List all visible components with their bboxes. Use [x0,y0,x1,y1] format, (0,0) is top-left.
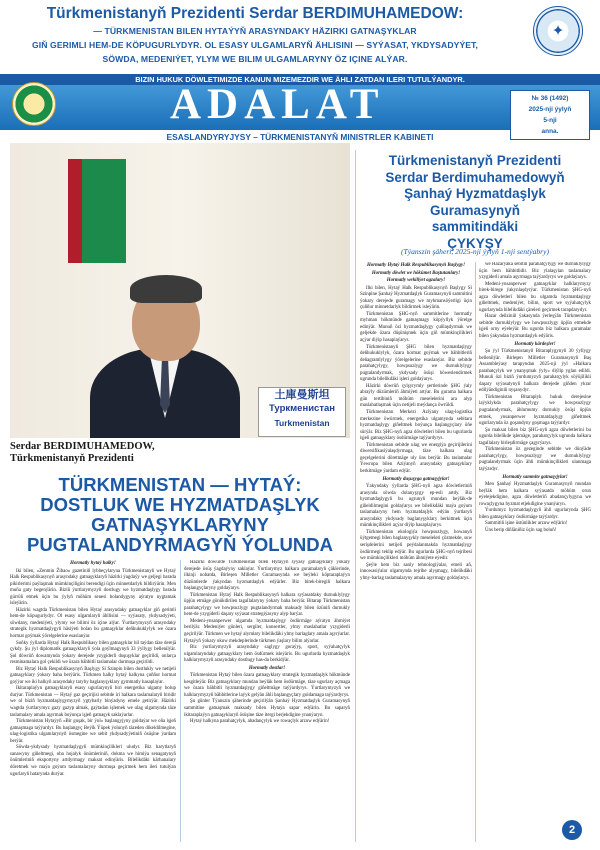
speech-greeting: Hormatly döwlet we hökümet Baştutanlary! [371,270,461,276]
column-2-subhead: Hormatly dostlar! [248,665,286,671]
main-headline-line-4: PUGTALANDYRMAGYŇ ÝOLUNDA [27,534,333,555]
issue-day: 5-nji [543,117,557,124]
speech-headline-line-5: ÇYKYŞY [447,235,503,251]
column-1-greeting: Hormatly hytaý halky! [70,561,116,566]
speech-paragraph: Sammitiň işine üstünlikler arzuw edýärin! [485,521,568,527]
caption-name: Serdar BERDIMUHAMEDOW, [10,441,155,452]
issue-weekday: anna. [541,128,559,135]
column-divider [475,262,476,842]
column-1-paragraph: Türkmenistan Hytaýyň «Bir guşak, bir ýol» başlangyjyny goldaýar we oňa işjeň gatnaşmaga taýýardyr. Bu başlangyç Beýik Ýüpek ýolunyň täzeden dikeldilmegine, ulag-logistika ulgamlarynyň ösmegine we sebit ykdysadyýetiniň ösüşine ýardam berýär. [10,719,176,744]
speech-column-2 [479,262,591,817]
speech-paragraph: Türkmenistan Bitaraplyk hukuk derejesine laýyklykda parahatçylygy we howpsuzlygy pugtalandyrmak, ählumumy durnukly ösüşi üpjün etmek, ynsanperwer hyzmatdaşlygy giňeltmek ugurlarynda öz goşandyny goşmaga taýýardyr. [479,394,591,427]
nameplate [258,387,346,437]
speech-headline [360,153,590,252]
president-photo [10,143,350,438]
speech-headline-line-2: Serdar Berdimuhamedowyň [385,169,565,185]
speech-headline-line-3: Şanhaý Hyzmatdaşlyk Guramasynyň [404,186,546,218]
header-title: Türkmenistanyň Prezidenti Serdar BERDIMUHAMEDOW: [46,5,464,22]
header-quote-line-1: — TÜRKMENISTAN BILEN HYTAÝYŇ ARASYNDAKY HÄZIRKI GATNAŞYKLAR [93,26,417,36]
column-1-paragraph: Häzirki wagtda Türkmenistan bilen Hytaý arasyndaky gatnaşyklar giň gerimli hem-de köpugurlydyr. Ol esasy ulgamlaryň ähllisini — syýasaty, ykdysadyýeti, söwdany, medeniýeti, ylymy we bilimi öz içine alýar. Ýurtlarymyzyň arasyndaky strategik hyzmatdaşlygyň häsiýeti bolan bu gatnaşyklar deňhukuklylyk we özara hormat goýmak ýörelgelerine esaslanýar. [10,607,176,640]
flag-ornament-band [68,159,82,263]
speech-paragraph: Şeýle hem biz sanly tehnologiýalar, emeli aň, innowasiýalar ulgamynda tejribe alyşmagy, bilelikdäki ylmy-barlag taslamalaryny amala aşyrmagy goldaýarys. [360,562,472,581]
hair-shape [130,275,202,303]
header-quote-line-3: SÖWDA, MEDENIÝET, YLYM WE BILIM ULGAMLARYNY ÖZ IÇINE ALÝAR. [102,54,408,64]
photo-caption [10,441,155,465]
nameplate-russian: Туркменистан [268,403,335,414]
main-headline-line-1: TÜRKMENISTAN — HYTAÝ: [58,474,302,495]
column-1-paragraph: Iki bilen, «Zenmin Žibao» gazetiniň lybbeçylaryna Türkmenistanyň we Hytaý Halk Respublikasynyň arasyndaky gatnaşyklaryň häzirki ýagdaýy we geljegi barada pikirlerimi paýlaşmak mümkinçiligini berendigi üçin minnetdarlyk bildirýärin. Men muňa gaty begenýärin. Biziň ýurtlarymyzyň dostlugy we hyzmatdaşlygy barada gürrüň etmek üçin bu ýylyň möhüm senesi bolandygyny aýratyn nygtamak isleýärin. [10,568,176,607]
column-1-paragraph: Ikitaraplaýyn gatnaşyklaryň esasy ugurlarynyň biri energetika ulgamy bolup durýar. Türkmenistan — Hytaý gaz geçirijisi sebitde iri halkara taslamalaryň biridir we ol biziň hyzmatdaşlygymyzyň ygtybarly binýadyny emele getirýär. Häzirki wagtda ýurtlarymyz gazy gazyp almak, gaýtadan işlemek we ulag ulgamynda täze taslamalary amala aşyrmak boýunça işjeň gatnaşyk saklaýarlar. [10,686,176,718]
main-headline [10,475,350,555]
column-1-paragraph: Biz Hytaý Halk Respublikasynyň Başlygy Si Szinpin bilen dostlukly we netijeli gatnaşyklary ýokary baha berýäris. Türkmen halky hytaý halkyna çuňňur hormat goýýar we iki halkyň arasyndaky taryhy baglanyşyklary gymmatly hasaplaýar. [10,666,176,685]
speech-subhead: Hormatly duşuşyga gatnaşyjylar! [382,476,450,482]
column-2-paragraph: Türkmenistan Hytaý bilen özara gatnaşyklary strategik hyzmatdaşlyk hökmünde kesgitleýär. Biz gatnaşyklary mundan beýläk hem ösdürmäge, täze ugurlary açmaga we özara bähbitli hyzmatdaşlygy giňeltmäge taýýardyrys. Ýurtlarymyzyň we halklarymyzyň bähbitlerine laýyk gelýän ähli başlangyçlary goldamaga taýýardyrys. [184,673,350,698]
column-2-paragraph: Hytaý halkyna parahatçylyk, abadançylyk we rowaçlyk arzuw edýärin! [190,719,330,725]
issue-date-year: 2025-nji ýylyň [528,106,572,113]
speech-paragraph: Üns berip diňläniňiz üçin sag boluň! [485,527,557,533]
speech-paragraph: Türkmenistan öz gezeginde sebitde we dünýäde parahatçylygy, howpsuzlygy we durnuklylygy pugtalandyrmak üçin ähli mümkinçilikleri ulanmaga taýýardyr. [479,447,591,472]
column-2-paragraph: Häzirki döwürde Türkmenistan bilen Hytaýyň syýasy gatnaşyklary ýokary derejede ösüş ýagdaýyny saklaýar. Ýurtlarymyz halkara guramalaryň çäklerinde, ilkinji nobatda, Birleşen Milletler Guramasynda we beýleki köptaraplaýyn düzümlerde ýakyndan hyzmatdaşlyk edýärler. Biz birek-biregiň halkara başlangyçlaryny goldaýarys. [184,560,350,592]
speech-headline-line-1: Türkmenistanyň Prezidenti [388,153,562,168]
main-headline-line-3: GATNAŞYKLARYNY [91,514,269,535]
speech-headline-line-4: sammitindäki [431,219,519,234]
speech-paragraph: Türkmenistan sebitde ulag we energiýa geçirijilerini diwersifikasiýalaşdyrmaga, täze halkara ulag geçelgelerini döretmäge uly üns berýär. Bu taslamalar Ýewropa bilen Aziýanyň arasyndaky gatnaşyklary berkitmäge ýardam edýär. [360,442,472,474]
page-number: 2 [562,820,582,840]
speech-greeting: Hormatly Hytaý Halk Respublikasynyň Başlygy! [366,263,466,268]
speech-paragraph: Türkmenistan ŞHG-nyň sammitlerine hormatly myhman hökmünde gatnaşmagy köpýyllyk ýörelge edinýär. Munuň özi hyzmatdaşlygy çuňlaşdyrmak we geljekde özara düşünişmek üçin giň mümkinçilikleri açýar diýip hasaplaýarys. [360,311,472,344]
masthead-subtitle: ESASLANDYRYJYSY – TÜRKMENISTANYŇ MINISTRLER KABINETI [166,132,434,142]
speech-column-1 [360,262,472,842]
column-2-paragraph: Türkmenistan Hytaý Halk Respublikasynyň halkara syýasatdaky durnuklylygy üpjün etmäge gönükdirilen tagallalaryny ýokary baha berýär. Bitarap Türkmenistan parahatçylygy we howpsuzlygy pugtalandyrmak maksady bilen özüniň durnukly hem-de yzygiderli daşary syýasat strategiýasyny alyp barýar. [184,592,350,618]
speech-subhead: Hormatly kärdeşler! [514,341,556,347]
issue-number: № 36 (1492) [531,95,569,102]
main-headline-line-2: DOSTLUK WE HYZMATDAŞLYK [40,494,320,515]
column-2-paragraph: Biz ýurtlarymyzyň arasyndaky saglygy goraýyş, sport, syýahatçylyk ulgamlaryndaky gatnaşyklary hem ösdürmek isleýäris. Bu ugurlarda hyzmatdaşlyk halklarymyzyň arasyndaky dostlugy has-da berkidýär. [184,645,350,664]
nameplate-chinese: 土庫曼斯坦 [274,389,330,401]
column-2-paragraph: Medeni-ynsanperwer ulgamda hyzmatdaşlygy ösdürmäge aýratyn ähmiýet berilýär. Medeniýet günleri, sergiler, konsertler, ylmy maslahatlar yzygiderli geçirilýär. Türkmen we hytaý alymlary bilelikdäki ylmy barlaglary amala aşyrýarlar. Hytaýyň ýokary okuw mekdeplerinde türkmen ýaşlary bilim alýarlar. [184,618,350,644]
speech-paragraph: Türkmenistanyň ŞHG bilen hyzmatdaşlygy deňhukuklylyk, özara hormat goýmak we bähbitleriň deňagramlylygy ýörelgelerine esaslanýar. Biz sebitde parahatçylygy, howpsuzlygy we durnuklylygy pugtalandyrmak, ykdysady ösüşi höweslendirmek ugrunda bilelikdäki işleri goldaýarys. [360,344,472,383]
masthead-motto: BIZIN HUKUK DÖWLETIMIZDE KANUN MIZEMEZDIR WE ÄHLI ZATDAN ILERI TUTULÝANDYR. [135,75,465,84]
speech-paragraph: Men Şanhaý Hyzmatdaşlyk Guramasynyň mundan beýläk hem halkara syýasatda möhüm orun eýelejekdigine, agza döwletleriň abadançylygyna we rowaçlygyna hyzmat etjekdigine ynanýaryn. [479,482,591,507]
column-divider [180,560,181,842]
header-quote-line-2: GIŇ GERIMLI HEM-DE KÖPUGURLYDYR. OL ESASY ULGAMLARYŇ ÄHLISINI — SYÝASAT, YKDYSADYÝET, [31,40,479,50]
speech-dateline: (Týanszin şäheri, 2025-nji ýylyň 1-nji sentýabry) [400,247,550,256]
column-divider [355,150,356,842]
article-column-1 [10,560,176,842]
speech-paragraph: Hazar deňziniň ýakasynda ýerleşýän Türkmenistan sebitde durnuklylygy we howpsuzlygy üpjün etmekde işjeň orny eýeleýär. Bu ugurda biz halkara guramalar bilen ýakyndan hyzmatdaşlyk edýäris. [479,314,591,340]
speech-greeting: Hormatly wekiliýet agzalary! [386,278,446,284]
column-2-paragraph: Şu günler Týanszin şäherinde geçirilýän Şanhaý Hyzmatdaşlyk Guramasynyň sammitine gatnaşmak maksady bilen Hytaýa sapar edýärin. Bu saparyň ikitaraplaýyn gatnaşyklaryň ösüşine täze itergi berjekdigine ynanýaryn. [184,699,350,718]
speech-subhead: Hormatly sammite gatnaşyjylar! [502,474,568,480]
speech-paragraph: Türkmenistan ekologiýa howpsuzlygy, howanyň üýtgemegi bilen baglanyşykly meseleleri çözmekde, suw serişdelerini netijeli peýdalanmakda hyzmatdaşlygy ösdürmegi teklip edýär. Bu ugurlarda ŞHG-nyň tejribesi we mümkinçilikleri möhüm ähmiýete eýedir. [360,529,472,562]
speech-paragraph: Medeni-ynsanperwer gatnaşyklar halklarymyzy birek-birege ýakynlaşdyrýar. Türkmenistan ŞHG-nyň agza döwletleri bilen bu ulgamda hyzmatdaşlygy giňeltmek, medeniýet, bilim, sport we syýahatçylyk ugurlarynda bilelikdäki çäreleri geçirmek tarapdarydyr. [479,281,591,313]
article-column-2 [184,560,350,842]
scales-emblem-icon [12,82,56,126]
nameplate-english: Turkmenistan [274,418,330,428]
column-1-paragraph: Soňky ýyllarda Hytaý Halk Respublikasy bilen gatnaşyklar hil taýdan täze derejä çykdy. Şu ýyl diplomatik gatnaşyklaryň ýola goýlmagynyň 33 ýyllygy bellenilýär. Şol döwrüň dowamynda ýokary derejede yzygiderli duşuşyklar geçirildi, onlarça resminamalara gol çekildi we özara bähbitli taslamalar durmuşa geçirildi. [10,640,176,666]
speech-paragraph: Ilki bilen, Hytaý Halk Respublikasynyň Başlygy Si Szinpine Şanhaý Hyzmatdaşlyk Guramasynyň sammitini ýokary derejede guramagy we myhmansöýerligi üçin çuňňur minnetdarlyk bildirmek isleýärin. [360,285,472,311]
speech-paragraph: Ýurdumyz hyzmatdaşlygyň ähli ugurlarynda ŞHG bilen gatnaşyklary ösdürmäge taýýardyr. [479,508,591,520]
caption-title: Türkmenistanyň Prezidenti [10,453,134,464]
state-seal-icon: ✦ [533,6,583,56]
speech-paragraph: Türkmenistan Merkezi Aziýany ulag-logistika merkezine öwürmek, energetika ulgamynda sebitara hyzmatdaşlygy giňeltmek boýunça başlangyçlary öňe sürýär. Biz ŞHG-nyň agza döwletleri bilen bu ugurlarda işjeň gatnaşyklary ösdürmäge taýýardyrys. [360,410,472,442]
newspaper-logo: ADALAT [170,81,385,128]
speech-paragraph: Şu ýyl Türkmenistanyň Bitaraplygynyň 30 ýyllygy bellenilýär. Birleşen Milletler Guramasynyň Baş Assambleýasy tarapyndan 2025-nji ýyl «Halkara parahatçylyk we ynanyşmak ýyly» diýlip yglan edildi. Munuň özi biziň ýurdumyzyň parahatçylyk söýüjilikli daşary syýasatynyň halkara derejede giňden ykrar edilýändiginiň nyşanydyr. [479,349,591,394]
issue-info [510,90,590,140]
speech-paragraph: Şu maksat bilen biz ŞHG-nyň agza döwletlerini bu ugurda bilelikde işlemäge, parahatçylyk ugrunda halkara tagallalary birleşdirmäge çagyrýarys. [479,427,591,446]
speech-paragraph: we Hazarýaka sebitiň parahatçylygy we durnuklylygy üçin hem bähbitlidir. Biz ylalaşylan taslamalary yzygiderli amala aşyrmaga taýýardyrys we goldaýarys. [479,262,591,281]
speech-paragraph: Ýakyndaky ýyllarda ŞHG-nyň agza döwletleriniň arasynda söwda dolanyşygy ep-esli artdy. Biz hyzmatdaşlygyň bu ugrunyň mundan beýläk-de giňeldilmegini goldaýarys we bilelikdäki maýa goýum taslamalaryny hem hyzmatdaşlyk edýän ýurtlaryň arasyndaky ykdysady baglanyşyklary berkitmek üçin mümkinçilikleri açýar diýip hasaplaýarys. [360,484,472,529]
speech-paragraph: Häzirki döwrüň çylşyrymly şertlerinde ŞHG ýaly abraýly düzümleriň ähmiýeti artýar. Bu gurama halkara gün tertibiniň möhüm meselelerini ara alyp maslahatlaşmak üçin netijeli meýdança öwrüldi. [360,383,472,409]
column-1-paragraph: Söwda-ykdysady hyzmatdaşlygyň mümkinçilikleri uludyr. Biz harytlaryň sanawyny giňeltmegi, oba hojalyk önümleriniň, dokma we himiýa senagatynyň önümleriniň eksportyny artdyrmagy maksat edinýäris. Bilelikdäki kärhanalary döretmek we maýa goýum taslamalaryny durmuşa geçirmek hem ileri tutulýan ugurlaryň hatarynda durýar. [10,745,176,777]
